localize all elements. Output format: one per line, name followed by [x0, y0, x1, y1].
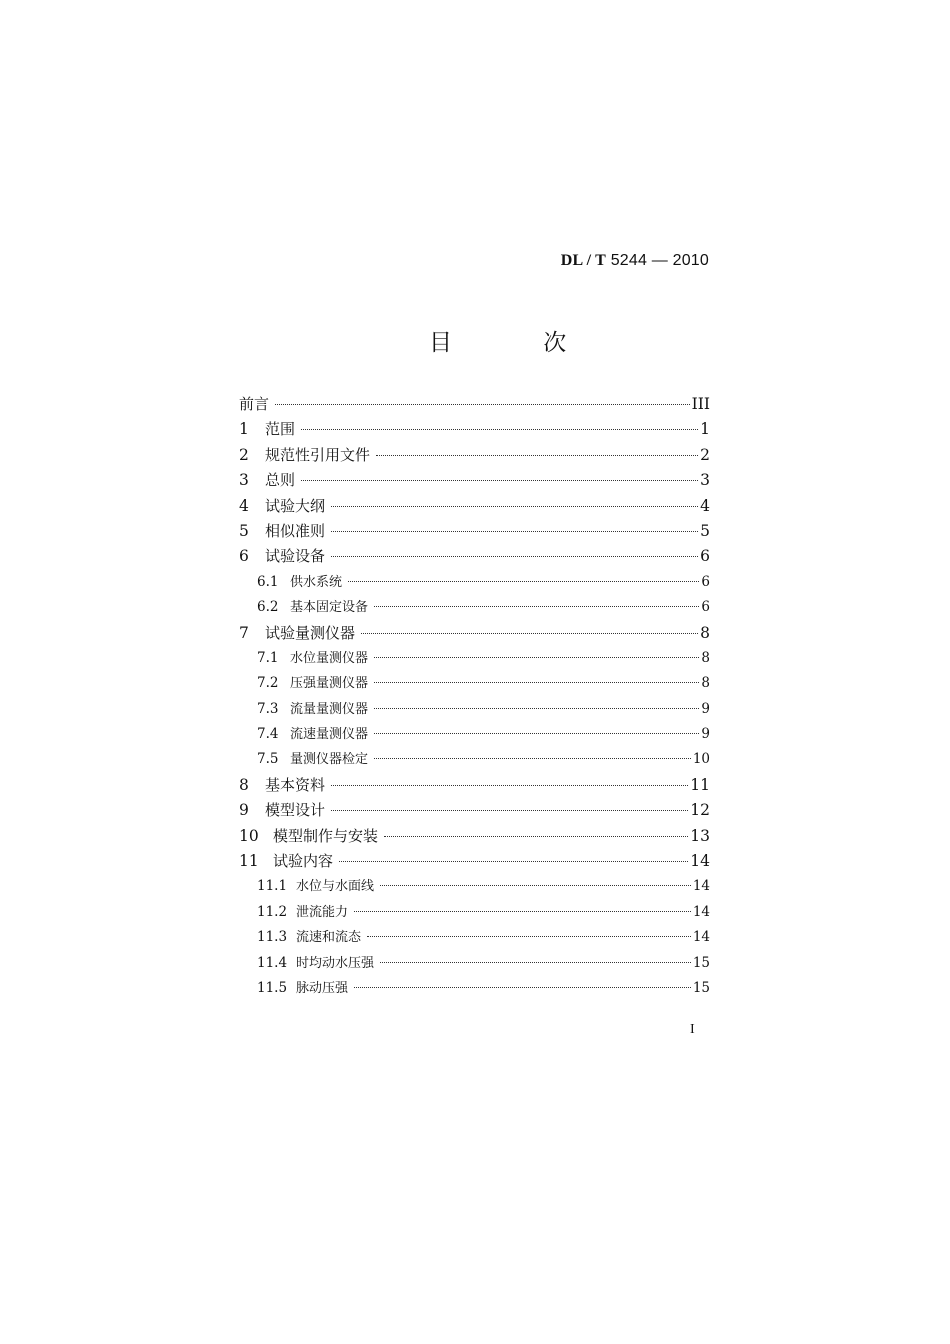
toc-entry-page: 15 [692, 979, 710, 996]
toc-entry-number: 11.4 [257, 954, 288, 971]
toc-entry-number: 11.2 [257, 903, 288, 920]
dot-leader [301, 480, 698, 481]
toc-entry-number: 11 [239, 852, 259, 871]
toc-entry-number: 6 [239, 547, 249, 566]
dot-leader [367, 936, 691, 937]
toc-entry-title: 前言 [239, 395, 270, 413]
toc-entry-title: 时均动水压强 [296, 955, 375, 971]
toc-entry-title: 范围 [265, 420, 296, 439]
dot-leader [331, 531, 698, 532]
toc-entry[interactable] [239, 773, 710, 798]
toc-entry-title: 相似准则 [265, 521, 326, 540]
toc-entry-number: 2 [239, 445, 249, 464]
dot-leader [331, 506, 698, 507]
toc-entry-page: 6 [701, 599, 710, 616]
dot-leader [354, 911, 691, 912]
dot-leader [275, 404, 690, 405]
dot-leader [374, 733, 699, 734]
toc-entry[interactable] [239, 798, 710, 823]
toc-entry-number: 11.1 [257, 878, 288, 895]
dot-leader [331, 556, 698, 557]
toc-entry-page: 8 [701, 649, 710, 666]
toc-entry-page: 4 [700, 496, 710, 515]
toc-entry[interactable] [239, 722, 710, 747]
toc-entry[interactable] [239, 849, 710, 874]
toc-entry-title: 流速量测仪器 [290, 727, 369, 743]
dot-leader [331, 810, 688, 811]
toc-entry[interactable] [239, 392, 710, 417]
toc-entry-number: 3 [239, 471, 249, 490]
toc-entry[interactable] [239, 747, 710, 772]
toc-entry-title: 试验内容 [273, 852, 334, 871]
toc-entry-number: 6.1 [257, 573, 279, 590]
toc-entry-page: 1 [700, 420, 710, 439]
toc-entry-page: 14 [692, 878, 710, 895]
dot-leader [301, 429, 698, 430]
dot-leader [331, 785, 688, 786]
toc-entry-page: 9 [701, 726, 710, 743]
toc-entry-title: 试验量测仪器 [265, 623, 356, 642]
toc-entry-title: 水位与水面线 [296, 879, 375, 895]
toc-entry-page: 8 [701, 675, 710, 692]
toc-entry-number: 10 [239, 826, 259, 845]
toc-entry-page: 13 [690, 826, 710, 845]
toc-entry-number: 9 [239, 801, 249, 820]
toc-entry-page: 6 [701, 573, 710, 590]
toc-entry-page: 12 [690, 801, 710, 820]
toc-entry[interactable] [239, 443, 710, 468]
toc-entry-page: 14 [692, 903, 710, 920]
toc-entry-title: 量测仪器检定 [290, 752, 369, 768]
toc-entry[interactable] [239, 671, 710, 696]
toc-entry-title: 基本资料 [265, 775, 326, 794]
toc-entry[interactable] [239, 468, 710, 493]
toc-entry[interactable] [239, 519, 710, 544]
toc-entry-page: 9 [701, 700, 710, 717]
toc-entry-page: 5 [700, 521, 710, 540]
dot-leader [339, 861, 688, 862]
toc-entry-title: 供水系统 [290, 574, 343, 590]
toc-entry[interactable] [239, 976, 710, 1001]
dot-leader [384, 836, 688, 837]
toc-entry[interactable] [239, 646, 710, 671]
toc-entry-page: 3 [700, 471, 710, 490]
table-of-contents [239, 392, 710, 1001]
toc-entry-title: 模型设计 [265, 801, 326, 820]
toc-entry-title: 试验设备 [265, 547, 326, 566]
toc-entry[interactable] [239, 544, 710, 569]
toc-entry[interactable] [239, 621, 710, 646]
dot-leader [374, 758, 691, 759]
dot-leader [380, 962, 691, 963]
toc-entry-title: 模型制作与安装 [273, 826, 379, 845]
toc-entry-number: 7.1 [257, 649, 279, 666]
toc-entry[interactable] [239, 874, 710, 899]
page-number: I [690, 1022, 695, 1037]
toc-entry-page: 11 [690, 775, 710, 794]
dot-leader [348, 581, 699, 582]
toc-entry-page: 14 [690, 852, 710, 871]
toc-entry-page: 10 [692, 751, 710, 768]
toc-entry-title: 流量量测仪器 [290, 701, 369, 717]
toc-entry-title: 基本固定设备 [290, 600, 369, 616]
toc-entry-number: 7 [239, 623, 249, 642]
toc-entry-number: 11.5 [257, 979, 288, 996]
toc-entry-title: 规范性引用文件 [265, 445, 371, 464]
standard-prefix: DL / T [560, 252, 607, 269]
toc-entry[interactable] [239, 925, 710, 950]
toc-entry-title: 水位量测仪器 [290, 650, 369, 666]
toc-entry-page: 6 [700, 547, 710, 566]
dot-leader [374, 606, 699, 607]
toc-entry-number: 1 [239, 420, 249, 439]
toc-entry-title: 总则 [265, 471, 296, 490]
dot-leader [374, 708, 699, 709]
toc-entry[interactable] [239, 417, 710, 442]
dot-leader [376, 455, 698, 456]
toc-entry[interactable] [239, 697, 710, 722]
toc-title: 目 次 [429, 330, 609, 356]
standard-number [561, 252, 709, 270]
dot-leader [374, 657, 699, 658]
toc-entry-page: III [691, 395, 710, 413]
toc-entry-page: 15 [692, 954, 710, 971]
toc-entry[interactable] [239, 900, 710, 925]
toc-entry-number: 4 [239, 496, 249, 515]
toc-entry[interactable] [239, 494, 710, 519]
dot-leader [361, 633, 698, 634]
dot-leader [374, 682, 699, 683]
dot-leader [354, 987, 691, 988]
toc-entry-page: 8 [700, 623, 710, 642]
toc-entry-number: 7.5 [257, 751, 279, 768]
toc-entry-title: 试验大纲 [265, 496, 326, 515]
toc-entry-number: 6.2 [257, 599, 279, 616]
toc-entry-title: 流速和流态 [296, 930, 362, 946]
toc-entry-number: 8 [239, 775, 249, 794]
toc-entry-number: 7.3 [257, 700, 279, 717]
toc-entry[interactable] [239, 570, 710, 595]
toc-entry-number: 11.3 [257, 929, 288, 946]
toc-entry[interactable] [239, 595, 710, 620]
dot-leader [380, 885, 691, 886]
toc-entry-title: 脉动压强 [296, 980, 349, 996]
toc-entry-title: 压强量测仪器 [290, 676, 369, 692]
toc-entry-number: 7.2 [257, 675, 279, 692]
toc-entry-number: 7.4 [257, 726, 279, 743]
toc-entry[interactable] [239, 951, 710, 976]
toc-entry-title: 泄流能力 [296, 904, 349, 920]
toc-entry-page: 14 [692, 929, 710, 946]
toc-entry[interactable] [239, 824, 710, 849]
standard-code: 5244 — 2010 [606, 252, 709, 269]
toc-entry-number: 5 [239, 521, 249, 540]
toc-entry-page: 2 [700, 445, 710, 464]
